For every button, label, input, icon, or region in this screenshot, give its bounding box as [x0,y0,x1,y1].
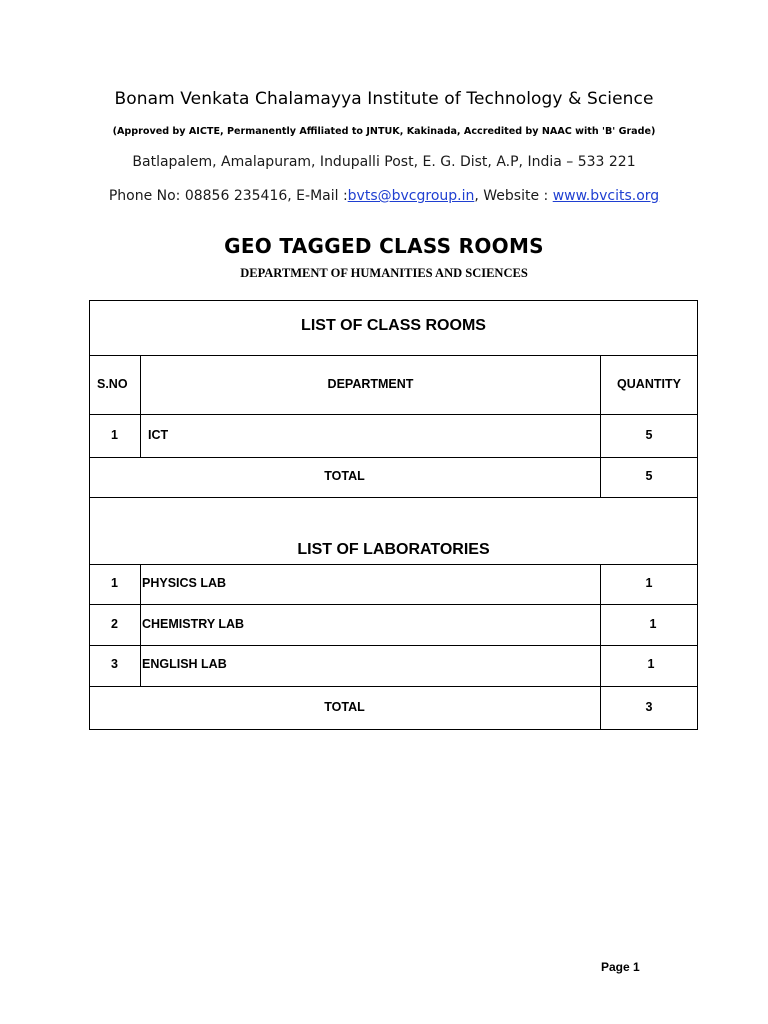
lab-row-name: ENGLISH LAB [142,657,227,671]
laboratories-total-label: TOTAL [324,700,365,714]
email-link[interactable]: bvts@bvcgroup.in [347,188,475,204]
department-title: DEPARTMENT OF HUMANITIES AND SCIENCES [240,266,528,280]
classroom-row-name: ICT [148,428,169,442]
website-link[interactable]: www.bvcits.org [552,188,660,204]
lab-row-quantity: 1 [647,657,655,671]
column-header-department: DEPARTMENT [327,377,414,391]
lab-row-sno: 2 [111,617,118,631]
phone-text: Phone No: 08856 235416, E-Mail : [108,188,348,204]
column-header-quantity: QUANTITY [617,377,681,391]
lab-row-quantity: 1 [645,576,653,590]
laboratories-heading: LIST OF LABORATORIES [297,541,490,558]
institute-name: Bonam Venkata Chalamayya Institute of Technology & Science [114,89,654,109]
lab-row-sno: 3 [111,657,118,671]
approval-statement: (Approved by AICTE, Permanently Affiliated to JNTUK, Kakinada, Accredited by NAAC with 'B' Grade) [112,126,656,137]
lab-row-name: PHYSICS LAB [142,576,227,590]
lab-row-quantity: 1 [649,617,657,631]
classroom-row-quantity: 5 [645,428,653,442]
institute-address: Batlapalem, Amalapuram, Indupalli Post, E. G. Dist, A.P, India – 533 221 [132,154,636,170]
classroom-row-sno: 1 [111,428,118,442]
lab-row-name: CHEMISTRY LAB [142,617,245,631]
lab-row-sno: 1 [111,576,118,590]
classrooms-total-value: 5 [645,469,653,483]
column-header-sno: S.NO [97,377,128,391]
website-prefix: , Website : [474,188,553,204]
classrooms-heading: LIST OF CLASS ROOMS [301,317,486,334]
classrooms-total-label: TOTAL [324,469,365,483]
laboratories-total-value: 3 [645,700,653,714]
document-title: GEO TAGGED CLASS ROOMS [224,234,544,258]
page-number: Page 1 [601,960,640,974]
